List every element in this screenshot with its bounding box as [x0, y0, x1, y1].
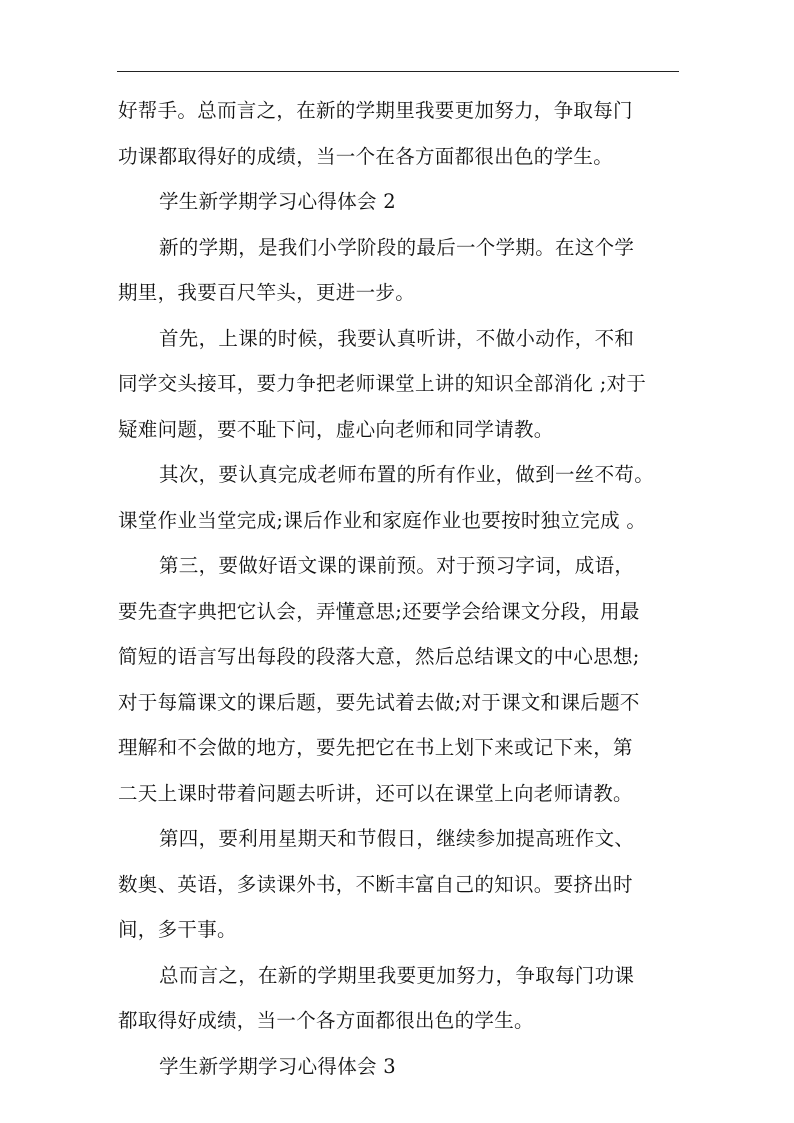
text-line: 首先，上课的时候，我要认真听讲，不做小动作，不和 — [159, 326, 635, 350]
text-line: 第四，要利用星期天和节假日，继续参加提高班作文、 — [159, 827, 635, 850]
text-line: 都取得好成绩，当一个各方面都很出色的学生。 — [118, 1009, 534, 1032]
text-line: 其次，要认真完成老师布置的所有作业，做到一丝不苟。 — [159, 463, 655, 486]
text-line: 好帮手。总而言之，在新的学期里我要更加努力，争取每门 — [118, 99, 633, 122]
text-line: 功课都取得好的成绩，当一个在各方面都很出色的学生。 — [118, 144, 614, 168]
section-heading: 学生新学期学习心得体会 2 — [159, 190, 397, 213]
section-heading: 学生新学期学习心得体会 3 — [159, 1054, 397, 1078]
text-line: 理解和不会做的地方，要先把它在书上划下来或记下来，第 — [118, 736, 633, 759]
text-line: 二天上课时带着问题去听讲，还可以在课堂上向老师请教。 — [118, 781, 633, 805]
text-line: 新的学期，是我们小学阶段的最后一个学期。在这个学 — [159, 235, 635, 259]
text-line: 课堂作业当堂完成;课后作业和家庭作业也要按时独立完成 。 — [118, 508, 647, 532]
text-line: 疑难问题，要不耻下问，虚心向老师和同学请教。 — [118, 417, 554, 441]
text-line: 要先查字典把它认会，弄懂意思;还要学会给课文分段，用最 — [118, 599, 640, 623]
header-rule — [117, 71, 679, 72]
text-line: 同学交头接耳，要力争把老师课堂上讲的知识全部消化 ;对于 — [118, 372, 647, 395]
text-line: 简短的语言写出每段的段落大意，然后总结课文的中心思想; — [118, 645, 640, 668]
document-body — [118, 94, 678, 1095]
text-line: 总而言之，在新的学期里我要更加努力，争取每门功课 — [159, 963, 635, 987]
text-line: 期里，我要百尺竿头，更进一步。 — [118, 281, 416, 304]
text-line: 对于每篇课文的课后题，要先试着去做;对于课文和课后题不 — [118, 690, 640, 714]
text-line: 数奥、英语，多读课外书，不断丰富自己的知识。要挤出时 — [118, 872, 633, 896]
text-line: 间，多干事。 — [118, 918, 237, 941]
text-line: 第三，要做好语文课的课前预。对于预习字词，成语， — [159, 554, 635, 577]
